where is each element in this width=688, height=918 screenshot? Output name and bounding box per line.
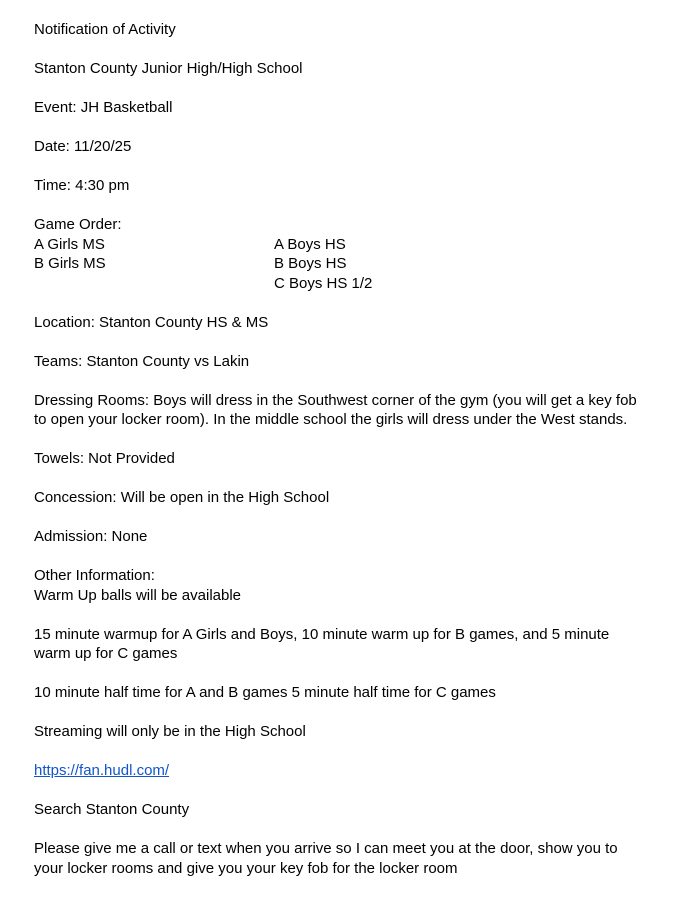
spacer <box>34 605 654 625</box>
game-order-row <box>34 235 654 255</box>
spacer <box>34 430 654 450</box>
admission-line: Admission: None <box>34 528 148 545</box>
spacer <box>34 196 654 216</box>
spacer <box>34 79 654 99</box>
spacer <box>34 118 654 138</box>
warmup-balls-line: Warm Up balls will be available <box>34 586 242 604</box>
spacer <box>34 703 654 723</box>
spacer <box>34 742 654 762</box>
other-information-heading: Other Information: <box>34 567 155 584</box>
contact-paragraph: Please give me a call or text when you arrive so I can meet you at the door, show you to your locker rooms and give you your key fob for the locker room <box>34 840 618 877</box>
game-order-left-item <box>34 274 274 294</box>
spacer <box>34 293 654 313</box>
game-order-row <box>34 254 654 274</box>
game-order-left-item: A Girls MS <box>34 235 105 253</box>
spacer <box>34 820 654 840</box>
warmup-times-paragraph: 15 minute warmup for A Girls and Boys, 10 minute warm up for B games, and 5 minute warm up for C games <box>34 625 610 662</box>
teams-line: Teams: Stanton County vs Lakin <box>34 352 250 370</box>
dressing-rooms-paragraph: Dressing Rooms: Boys will dress in the Southwest corner of the gym (you will get a key fob to open your locker room). In the middle school the girls will dress under the West stands. <box>34 391 637 428</box>
half-time-line: 10 minute half time for A and B games 5 minute half time for C games <box>34 684 496 701</box>
concession-line: Concession: Will be open in the High School <box>34 489 330 506</box>
streaming-line: Streaming will only be in the High School <box>34 723 306 740</box>
game-order-row <box>34 274 654 294</box>
spacer <box>34 332 654 352</box>
stream-link-line <box>34 761 654 781</box>
date-line: Date: 11/20/25 <box>34 138 132 155</box>
spacer <box>34 40 654 60</box>
spacer <box>34 664 654 684</box>
time-line: Time: 4:30 pm <box>34 177 130 194</box>
game-order-right-item: B Boys HS <box>274 255 347 272</box>
spacer <box>34 469 654 489</box>
towels-line: Towels: Not Provided <box>34 450 175 467</box>
stream-link[interactable]: https://fan.hudl.com/ <box>34 762 170 779</box>
spacer <box>34 371 654 391</box>
spacer <box>34 547 654 567</box>
game-order-left-item: B Girls MS <box>34 255 106 272</box>
search-line: Search Stanton County <box>34 801 190 818</box>
game-order-right-item: A Boys HS <box>274 235 346 253</box>
game-order-right-item: C Boys HS 1/2 <box>274 274 373 292</box>
location-line: Location: Stanton County HS & MS <box>34 313 269 331</box>
spacer <box>34 157 654 177</box>
spacer <box>34 508 654 528</box>
document-title: Notification of Activity <box>34 21 176 38</box>
event-line: Event: JH Basketball <box>34 99 173 116</box>
spacer <box>34 781 654 801</box>
game-order-heading: Game Order: <box>34 216 122 233</box>
school-name: Stanton County Junior High/High School <box>34 60 303 77</box>
